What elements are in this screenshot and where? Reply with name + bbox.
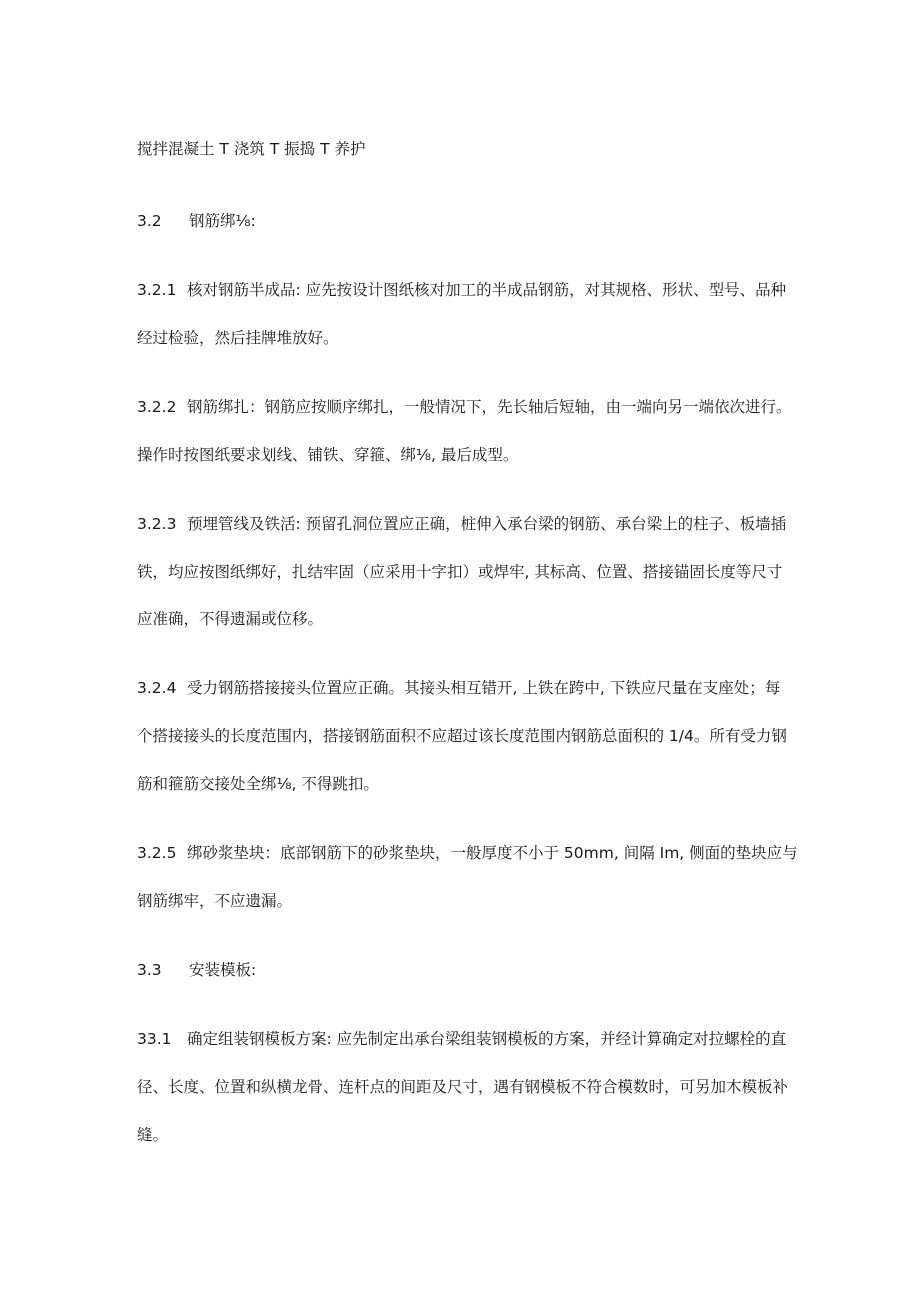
paragraph-3-2-2-line-2: 操作时按图纸要求划线、铺铁、穿箍、绑⅛, 最后成型。: [137, 446, 519, 464]
paragraph-3-3-1-line-3: 缝。: [137, 1126, 169, 1144]
paragraph-number: 3.2.5: [137, 844, 177, 862]
paragraph-number: 3.2.3: [137, 515, 177, 533]
paragraph-number: 3.2.4: [137, 679, 177, 697]
paragraph-text: 核对钢筋半成品: 应先按设计图纸核对加工的半成品钢筋，对其规格、形状、型号、品种: [187, 281, 787, 299]
paragraph-3-2-3-line-1: [137, 514, 786, 534]
paragraph-text: 确定组装钢模板方案: 应先制定出承台梁组装钢模板的方案，并经计算确定对拉螺栓的直: [187, 1030, 787, 1048]
paragraph-3-2-3-line-2: 铁，均应按图纸绑好，扎结牢固（应采用十字扣）或焊牢, 其标高、位置、搭接锚固长度等尺寸: [137, 563, 783, 581]
paragraph-3-2-5-line-2: 钢筋绑牢，不应遗漏。: [137, 892, 293, 910]
section-number: 3.3: [137, 961, 162, 979]
section-title: 钢筋绑⅛:: [189, 212, 256, 230]
section-heading-3-3: [137, 960, 256, 980]
paragraph-3-2-1-line-1: [137, 280, 786, 300]
section-title: 安装模板:: [189, 961, 257, 979]
paragraph-number: 3.2.1: [137, 281, 177, 299]
paragraph-number: 3.2.2: [137, 398, 177, 416]
paragraph-3-2-4-line-1: [137, 678, 780, 698]
paragraph-3-2-4-line-3: 筋和箍筋交接处全绑⅛, 不得跳扣。: [137, 775, 379, 793]
flow-line: 搅拌混凝土 T 浇筑 T 振捣 T 养护: [137, 140, 366, 158]
section-number: 3.2: [137, 212, 162, 230]
paragraph-3-2-5-line-1: [137, 843, 798, 863]
paragraph-3-2-2-line-1: [137, 397, 792, 417]
paragraph-text: 钢筋绑扎：钢筋应按顺序绑扎，一般情况下，先长轴后短轴，由一端向另一端依次进行。: [187, 398, 792, 416]
paragraph-3-3-1-line-2: 径、长度、位置和纵横龙骨、连杆点的间距及尺寸，遇有钢模板不符合模数时，可另加木模板补: [137, 1078, 789, 1096]
paragraph-3-2-1-line-2: 经过检验，然后挂牌堆放好。: [137, 329, 339, 347]
paragraph-number: 33.1: [137, 1030, 172, 1048]
paragraph-text: 预埋管线及铁活: 预留孔洞位置应正确，桩伸入承台梁的钢筋、承台梁上的柱子、板墙插: [187, 515, 787, 533]
paragraph-text: 受力钢筋搭接接头位置应正确。其接头相互错开, 上铁在跨中, 下铁应尺量在支座处；每: [187, 679, 781, 697]
paragraph-3-2-4-line-2: 个搭接接头的长度范围内，搭接钢筋面积不应超过该长度范围内钢筋总面积的 1/4。所有受力钢: [137, 727, 787, 745]
section-heading-3-2: [137, 211, 256, 231]
paragraph-text: 绑砂浆垫块：底部钢筋下的砂浆垫块，一般厚度不小于 50mm, 间隔 Im, 侧面的垫块应与: [187, 844, 798, 862]
paragraph-3-3-1-line-1: [137, 1029, 786, 1049]
paragraph-3-2-3-line-3: 应准确，不得遗漏或位移。: [137, 610, 324, 628]
